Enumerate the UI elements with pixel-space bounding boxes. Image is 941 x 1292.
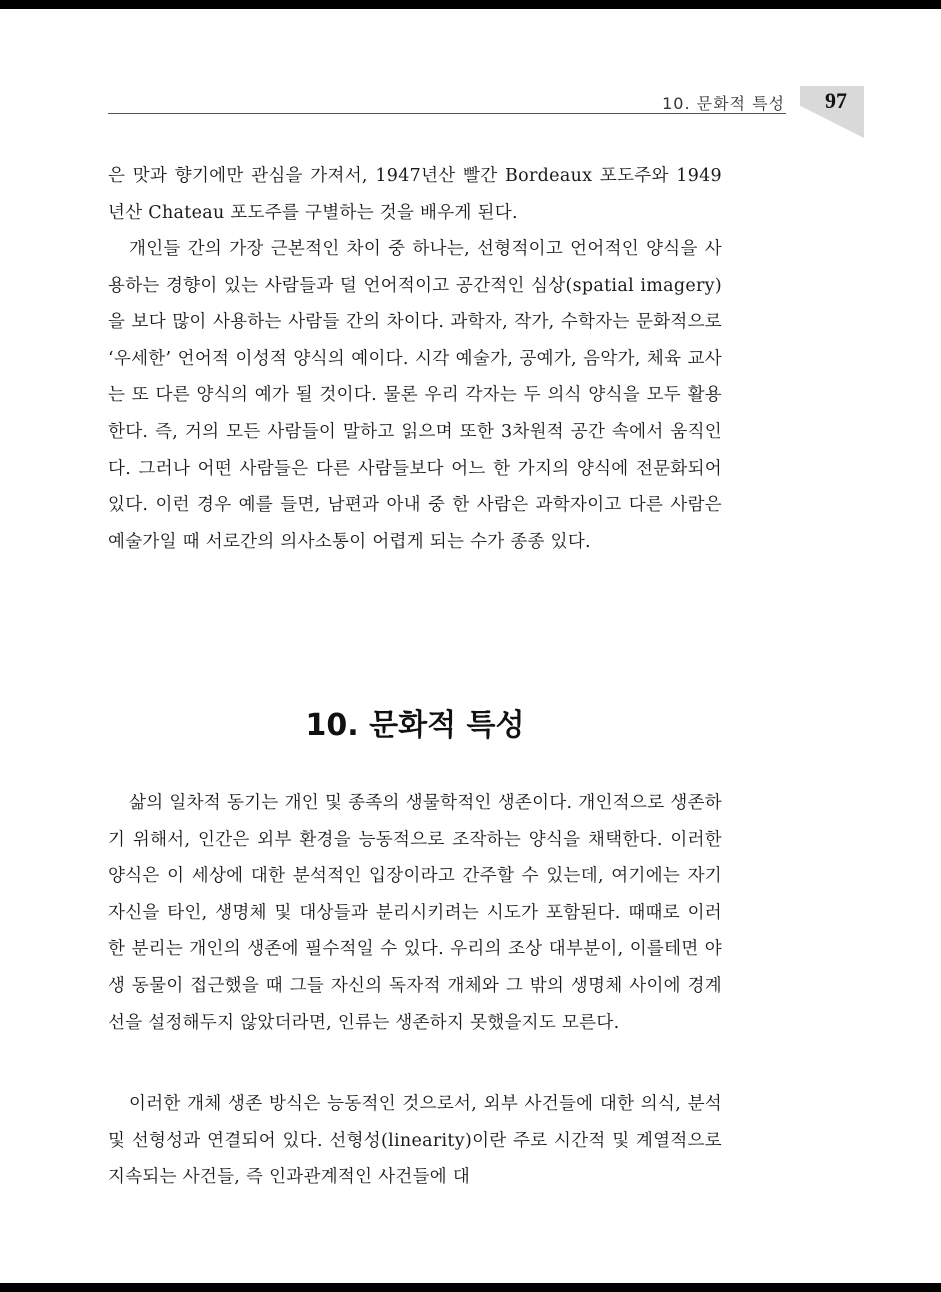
paragraph-continuation: 은 맛과 향기에만 관심을 가져서, 1947년산 빨간 Bordeaux 포도주와 1949년산 Chateau 포도주를 구별하는 것을 배우게 된다. [108, 166, 722, 223]
page-number: 97 [825, 88, 847, 113]
header-rule [108, 113, 786, 114]
bottom-border [0, 1283, 941, 1292]
running-header-title: 10. 문화적 특성 [662, 94, 785, 113]
paragraph: 삶의 일차적 동기는 개인 및 종족의 생물학적인 생존이다. 개인적으로 생존하기 위해서, 인간은 외부 환경을 능동적으로 조작하는 양식을 채택한다. 이러한 양식은 이 세상에 대한 분석적인 입장이라고 간주할 수 있는데, 여기에는 자기 자신을 타인, 생명체 및 대상들과 분리시키려는 시도가 포함된다. 때때로 이러한 분리는 개인의 생존에 필수적일 수 있다. 우리의 조상 대부분이, 이를테면 야생 동물이 접근했을 때 그들 자신의 독자적 개체와 그 밖의 생명체 사이에 경계선을 설정해두지 않았더라면, 인류는 생존하지 못했을지도 모른다. [108, 793, 722, 1033]
top-border [0, 0, 941, 9]
paragraph: 이러한 개체 생존 방식은 능동적인 것으로서, 외부 사건들에 대한 의식, 분석 및 선형성과 연결되어 있다. 선형성(linearity)이란 주로 시간적 및 계열적으로 지속되는 사건들, 즉 인과관계적인 사건들에 대 [108, 1094, 722, 1188]
section-heading: 10. 문화적 특성 [305, 708, 525, 743]
paragraph: 개인들 간의 가장 근본적인 차이 중 하나는, 선형적이고 언어적인 양식을 사용하는 경향이 있는 사람들과 덜 언어적이고 공간적인 심상(spatial imagery)을 보다 많이 사용하는 사람들 간의 차이다. 과학자, 작가, 수학자는 문화적으로 ‘우세한’ 언어적 이성적 양식의 예이다. 시각 예술가, 공예가, 음악가, 체육 교사는 또 다른 양식의 예가 될 것이다. 물론 우리 각자는 두 의식 양식을 모두 활용한다. 즉, 거의 모든 사람들이 말하고 읽으며 또한 3차원적 공간 속에서 움직인다. 그러나 어떤 사람들은 다른 사람들보다 어느 한 가지의 양식에 전문화되어 있다. 이런 경우 예를 들면, 남편과 아내 중 한 사람은 과학자이고 다른 사람은 예술가일 때 서로간의 의사소통이 어렵게 되는 수가 종종 있다. [108, 239, 722, 552]
